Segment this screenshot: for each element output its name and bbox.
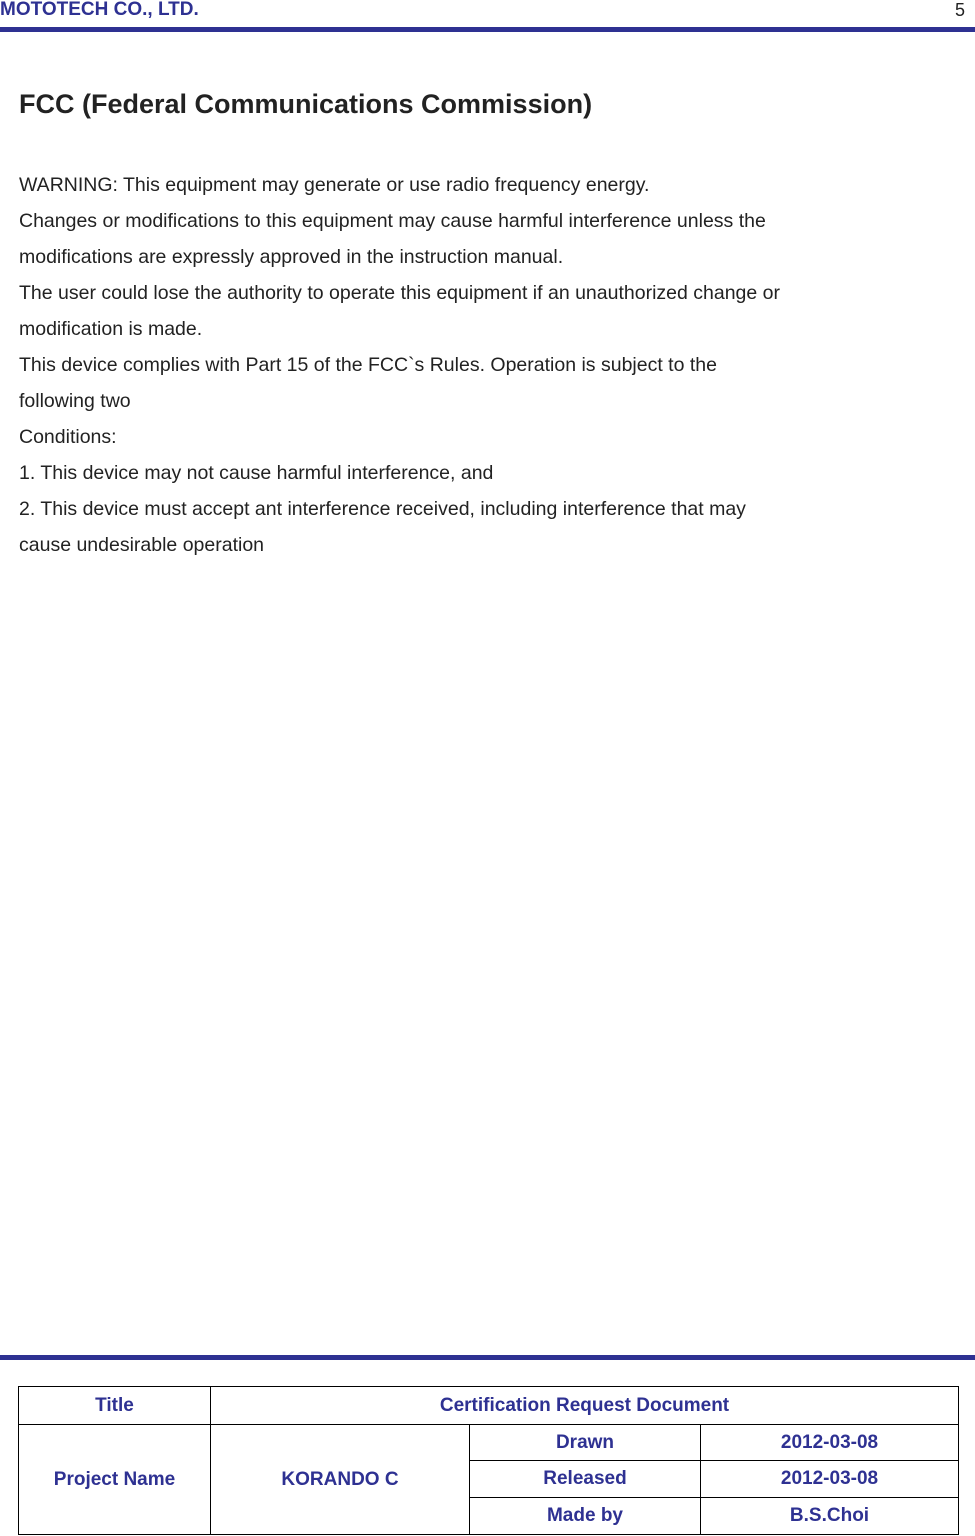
section-title: FCC (Federal Communications Commission)	[19, 89, 593, 119]
body-line: Conditions:	[19, 426, 117, 448]
made-by-value: B.S.Choi	[701, 1498, 959, 1535]
body-line: modification is made.	[19, 318, 203, 340]
page-number: 5	[954, 0, 965, 20]
company-name: MOTOTECH CO., LTD.	[0, 0, 199, 20]
body-line: modifications are expressly approved in the instruction manual.	[19, 246, 564, 268]
body-line: This device complies with Part 15 of the FCC`s Rules. Operation is subject to the	[19, 354, 717, 376]
body-line: Changes or modifications to this equipment may cause harmful interference unless the	[19, 210, 766, 232]
made-by-label: Made by	[470, 1498, 701, 1535]
drawn-value: 2012-03-08	[701, 1425, 959, 1461]
drawn-label: Drawn	[470, 1425, 701, 1461]
body-line: WARNING: This equipment may generate or use radio frequency energy.	[19, 174, 650, 196]
released-label: Released	[470, 1461, 701, 1498]
body-line: 2. This device must accept ant interference received, including interference that may	[19, 498, 746, 520]
document-info-table	[18, 1386, 959, 1535]
title-value: Certification Request Document	[211, 1387, 959, 1425]
footer-rule	[0, 1355, 975, 1360]
body-line: cause undesirable operation	[19, 534, 265, 556]
header-rule	[0, 27, 975, 32]
body-line: 1. This device may not cause harmful interference, and	[19, 462, 494, 484]
body-line: following two	[19, 390, 131, 412]
body-line: The user could lose the authority to operate this equipment if an unauthorized change or	[19, 282, 780, 304]
project-name-label: Project Name	[19, 1425, 211, 1535]
released-value: 2012-03-08	[701, 1461, 959, 1498]
fcc-statement	[19, 167, 949, 563]
project-name-value: KORANDO C	[211, 1425, 470, 1535]
title-label: Title	[19, 1387, 211, 1425]
